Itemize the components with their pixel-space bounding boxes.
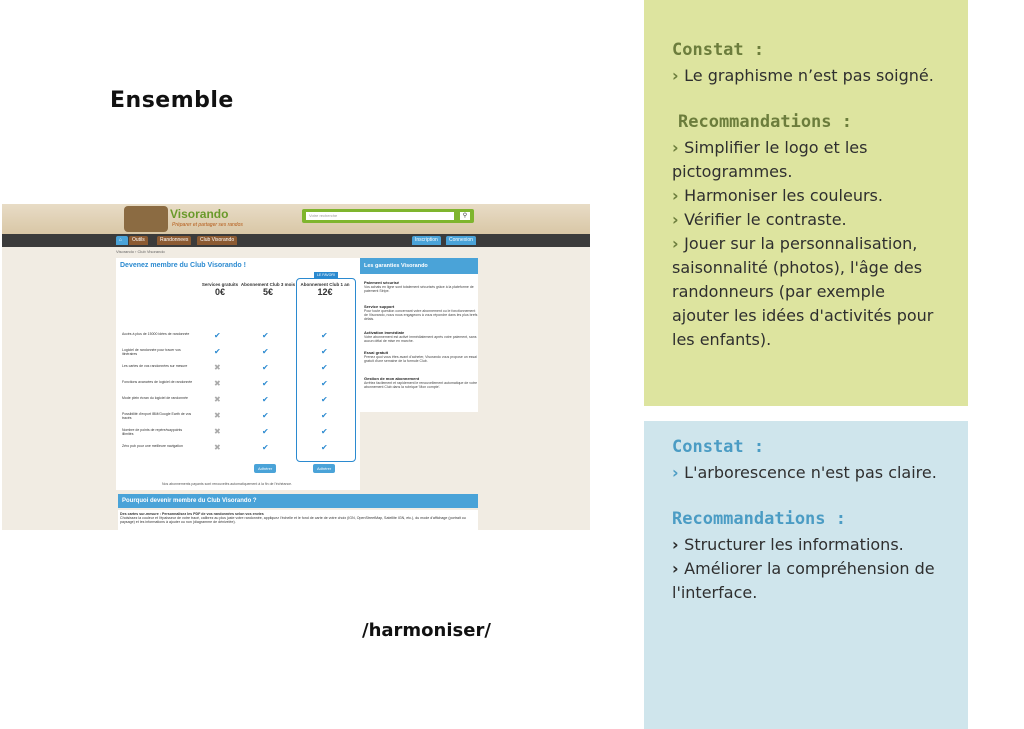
check-icon: ✔	[262, 443, 269, 452]
col-1year-price: 12€	[317, 287, 333, 297]
arrow-icon: ›	[672, 186, 685, 205]
arrow-icon: ›	[672, 234, 685, 253]
row-label: Possibilité d'export IBM/Google Earth de vos tracés	[122, 412, 192, 420]
breadcrumb: Visorando › Club Visorando	[116, 249, 165, 254]
guarantee-text: Pour toute question concernant votre abonnement ou le fonctionnement de Visorando, nous nous engageons à vous répondre dans les plus brefs délais.	[364, 309, 478, 321]
check-icon: ✔	[262, 395, 269, 404]
search-box[interactable]	[302, 209, 474, 223]
nav-inscription[interactable]: Inscription	[412, 236, 441, 245]
col-free-name: Services gratuits	[201, 282, 239, 287]
col-1year-name: Abonnement Club 1 an	[300, 282, 350, 287]
check-icon: ✔	[214, 347, 221, 356]
col-1year	[297, 282, 353, 297]
search-input[interactable]: Votre recherche	[306, 212, 454, 220]
reco-item	[672, 232, 940, 352]
row-label: Accès à plus de 15000 idées de randonnée	[122, 332, 190, 336]
cross-icon: ✖	[214, 411, 221, 420]
row-label: Logiciel de randonnée pour tracer vos itinéraires	[122, 348, 181, 356]
check-icon: ✔	[262, 411, 269, 420]
recommandations-heading: Recommandations :	[678, 112, 852, 132]
title-ensemble: Ensemble	[110, 88, 234, 113]
nav-randonnees[interactable]: Randonnees	[157, 236, 191, 245]
reco-text: Améliorer la compréhension de l'interface.	[672, 559, 935, 602]
why-join-bar: Pourquoi devenir membre du Club Visorando ?	[118, 494, 478, 508]
cross-icon: ✖	[214, 395, 221, 404]
main-nav	[2, 234, 590, 247]
reco-text: Jouer sur la personnalisation, saisonnalité (photos), l'âge des randonneurs (par exemple ajouter les idées d'activités pour les enfants).	[672, 234, 934, 349]
check-icon: ✔	[321, 395, 328, 404]
check-icon: ✔	[262, 363, 269, 372]
check-icon: ✔	[214, 331, 221, 340]
check-icon: ✔	[262, 331, 269, 340]
check-icon: ✔	[262, 347, 269, 356]
reco-item	[672, 184, 940, 208]
guarantee-text: Arrêtez facilement et rapidement le renouvellement automatique de votre abonnement Club dans la rubrique 'Mon compte'.	[364, 381, 478, 389]
check-icon: ✔	[321, 443, 328, 452]
cross-icon: ✖	[214, 363, 221, 372]
check-icon: ✔	[321, 331, 328, 340]
guarantee-item	[364, 376, 478, 389]
constat-line	[672, 64, 940, 88]
reco-item	[672, 136, 940, 184]
constat-text: L'arborescence n'est pas claire.	[684, 463, 937, 482]
site-tagline: Préparer et partager ses randos	[172, 222, 243, 228]
cross-icon: ✖	[214, 379, 221, 388]
guarantee-item	[364, 350, 478, 363]
graphics-box	[644, 0, 968, 406]
check-icon: ✔	[262, 379, 269, 388]
renewal-note: Nos abonnements payants sont renouvelés automatiquement à la fin de l'échéance.	[162, 482, 293, 486]
reco-item	[672, 557, 940, 605]
row-label: Mode plein écran du logiciel de randonnée	[122, 396, 188, 400]
arrow-icon: ›	[672, 535, 685, 554]
reco-item	[672, 208, 940, 232]
reco-text: Simplifier le logo et les pictogrammes.	[672, 138, 868, 181]
check-icon: ✔	[321, 363, 328, 372]
guarantee-item	[364, 304, 478, 321]
check-icon: ✔	[321, 411, 328, 420]
why-join-title: Des cartes sur-mesure : Personnalisez les PDF de vos randonnées selon vos envies	[120, 512, 264, 516]
guarantee-text: Votre abonnement est activé immédiatement après votre paiement, sans aucun délai de mise en marche.	[364, 335, 477, 343]
arrow-icon: ›	[672, 138, 685, 157]
check-icon: ✔	[321, 379, 328, 388]
favori-badge: LE FAVORI	[314, 272, 338, 278]
structure-box	[644, 421, 968, 729]
reco-text: Vérifier le contraste.	[684, 210, 847, 229]
guarantee-text: Vos achats en ligne sont totalement sécurisés grâce à la plateforme de paiement Stripe.	[364, 285, 474, 293]
website-screenshot	[2, 204, 590, 530]
reco-text: Harmoniser les couleurs.	[684, 186, 883, 205]
nav-club[interactable]: Club Visorando	[197, 236, 237, 245]
nav-outils[interactable]: Outils	[129, 236, 148, 245]
cross-icon: ✖	[214, 427, 221, 436]
check-icon: ✔	[262, 427, 269, 436]
nav-connexion[interactable]: Connexion	[446, 236, 476, 245]
guarantee-title: Essai gratuit	[364, 350, 389, 355]
col-3months-price: 5€	[262, 287, 273, 297]
constat-text: Le graphisme n’est pas soigné.	[684, 66, 934, 85]
arrow-icon: ›	[672, 210, 685, 229]
why-join-text: Choisissez la couleur et l'épaisseur de votre tracé, calibrez au plus juste votre randonnée, appliquez l'échelle et le fond de carte de votre choix (IGN, OpenStreetMap, Satellite IGN, etc.), du mode d'affichage (portrait ou paysage) et les informations à ajouter ou non (diagramme de dénivelée).	[120, 516, 466, 524]
guarantee-text: Prenez quoi vous êtes avant d'acheter, Visorando vous propose un essai gratuit d'une semaine de la formule Club.	[364, 355, 477, 363]
row-label: Nombre de points de repère/waypoints illimités	[122, 428, 183, 436]
check-icon: ✔	[321, 347, 328, 356]
constat-heading: Constat :	[672, 437, 765, 457]
adherer-3months-button[interactable]: Adhérer	[254, 464, 276, 473]
row-label: Les cartes de vos randonnées sur mesure	[122, 364, 188, 368]
arrow-icon: ›	[672, 463, 685, 482]
arrow-icon: ›	[672, 66, 685, 85]
adherer-1year-button[interactable]: Adhérer	[313, 464, 335, 473]
guarantees-title: Les garanties Visorando	[360, 258, 478, 274]
guarantee-title: Service support	[364, 304, 395, 309]
arrow-icon: ›	[672, 559, 685, 578]
cross-icon: ✖	[214, 443, 221, 452]
logo-image	[124, 206, 168, 232]
constat-line	[672, 461, 940, 485]
col-3months	[240, 282, 296, 297]
why-join-content	[118, 510, 478, 530]
guarantee-item	[364, 280, 478, 293]
home-icon[interactable]: ⌂	[116, 236, 128, 245]
col-3months-name: Abonnement Club 3 mois	[240, 282, 296, 287]
search-icon[interactable]: ⚲	[460, 212, 470, 220]
pricing-title: Devenez membre du Club Visorando !	[120, 262, 246, 269]
guarantee-title: Paiement sécurisé	[364, 280, 400, 285]
constat-heading: Constat :	[672, 40, 765, 60]
col-free-price: 0€	[214, 287, 225, 297]
guarantee-title: Activation immédiate	[364, 330, 405, 335]
guarantee-item	[364, 330, 478, 343]
site-logo[interactable]: Visorando	[170, 207, 229, 221]
recommandations-heading: Recommandations :	[672, 509, 846, 529]
title-harmoniser: /harmoniser/	[362, 620, 491, 641]
row-label: Zéro pub pour une meilleure navigation	[122, 444, 183, 448]
site-header	[2, 204, 590, 234]
reco-item	[672, 533, 940, 557]
check-icon: ✔	[321, 427, 328, 436]
row-label: Fonctions avancées de logiciel de randonnée	[122, 380, 193, 384]
pricing-panel	[116, 258, 360, 490]
guarantee-title: Gestion de mon abonnement	[364, 376, 420, 381]
reco-text: Structurer les informations.	[684, 535, 904, 554]
